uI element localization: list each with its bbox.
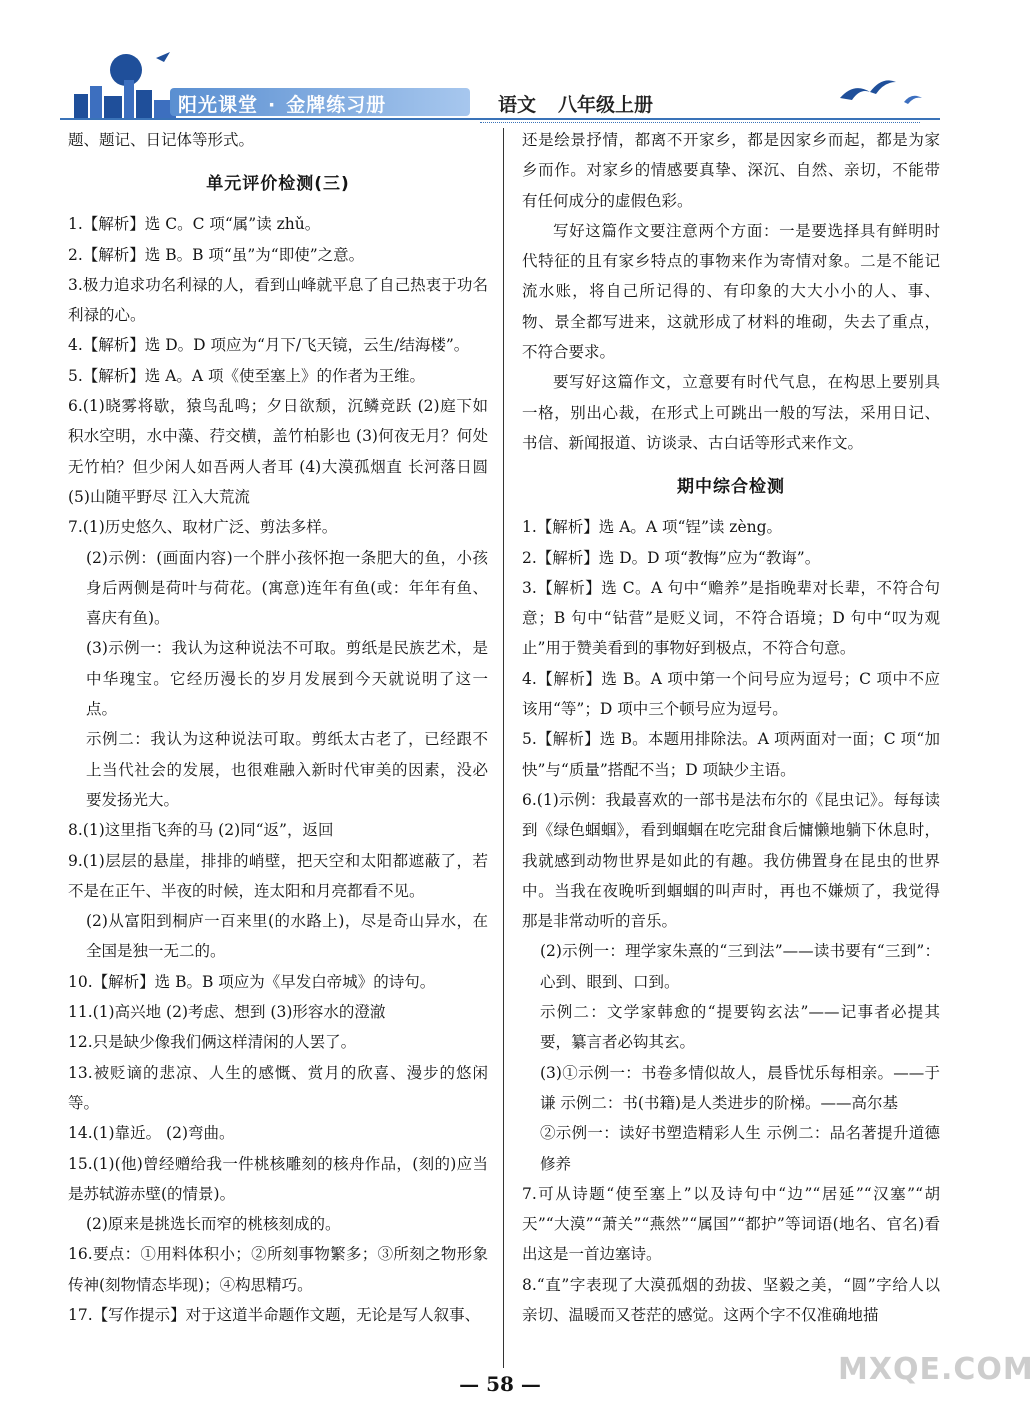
answer-line: 8.(1)这里指飞奔的马 (2)同“返”，返回: [68, 821, 334, 840]
answer-line: 16.要点：①用料体积小；②所刻事物繁多；③所刻之物形象传神(刻物情态毕现)；④构思精巧。: [68, 1245, 488, 1294]
right-column: [522, 125, 940, 1330]
answer-line: 还是绘景抒情，都离不开家乡，都是因家乡而起，都是为家乡而作。对家乡的情感要真挚、深沉、自然、亲切，不能带有任何成分的虚假色彩。: [522, 131, 940, 210]
left-column: [68, 125, 488, 1330]
header-dotted-rule: [480, 122, 920, 123]
answer-line: 11.(1)高兴地 (2)考虑、想到 (3)形容水的澄澈: [68, 1003, 386, 1022]
answer-line: 8.“直”字表现了大漠孤烟的劲拔、坚毅之美，“圆”字给人以亲切、温暖而又苍茫的感觉。这两个字不仅准确地描: [522, 1275, 940, 1324]
answer-line: 9.(1)层层的悬崖，排排的峭壁，把天空和太阳都遮蔽了，若不是在正午、半夜的时候，连太阳和月亮都看不见。: [68, 851, 488, 900]
watermark-logo: MXQE.COM: [838, 1352, 1034, 1387]
answer-line: 17.【写作提示】对于这道半命题作文题，无论是写人叙事、: [68, 1305, 481, 1324]
answer-line: 写好这篇作文要注意两个方面：一是要选择具有鲜明时代特征的且有家乡特点的事物来作为寄情对象。二是不能记流水账，将自己所记得的、有印象的大大小小的人、事、物、景全都写进来，这就形成了材料的堆砌，失去了重点，不符合要求。: [522, 221, 940, 362]
answer-line: 15.(1)(他)曾经赠给我一件桃核雕刻的核舟作品，(刻的)应当是苏轼游赤壁(的情景)。: [68, 1154, 488, 1203]
answer-line: 14.(1)靠近。 (2)弯曲。: [68, 1124, 235, 1143]
answer-line: 7.(1)历史悠久、取材广泛、剪法多样。: [68, 518, 338, 537]
answer-line: 4.【解析】选 B。A 项中第一个问号应为逗号；C 项中不应该用“等”；D 项中三个顿号应为逗号。: [522, 669, 940, 719]
subject-label: 语文: [498, 94, 537, 116]
answer-line: 1.【解析】选 A。A 项“锃”读 zèng。: [522, 518, 783, 537]
column-divider: [503, 128, 504, 1368]
answer-line: (3)示例一：我认为这种说法不可取。剪纸是民族艺术，是中华瑰宝。它经历漫长的岁月发展到今天就说明了这一点。: [86, 639, 488, 719]
answer-line: (2)原来是挑选长而窄的桃核刻成的。: [86, 1215, 341, 1234]
answer-line: 2.【解析】选 B。B 项“虽”为“即使”之意。: [68, 245, 365, 264]
answer-line: 7.可从诗题“使至塞上”以及诗句中“边”“居延”“汉塞”“胡天”“大漠”“萧关”“燕然”“属国”“都护”等词语(地名、官名)看出这是一首边塞诗。: [522, 1184, 940, 1264]
answer-line: 1.【解析】选 C。C 项“属”读 zhǔ。: [68, 215, 321, 234]
answer-line: 13.被贬谪的悲凉、人生的感慨、赏月的欣喜、漫步的悠闲等。: [68, 1063, 488, 1112]
answer-line: 示例二：我认为这种说法可取。剪纸太古老了，已经跟不上当代社会的发展，也很难融入新时代审美的因素，没必要发扬光大。: [86, 730, 488, 809]
section-heading: 期中综合检测: [677, 477, 785, 498]
grade-label: 八年级上册: [558, 94, 654, 116]
section-heading: 单元评价检测(三): [206, 174, 350, 195]
series-title: 阳光课堂 · 金牌练习册: [178, 94, 387, 116]
answer-line: (2)示例：(画面内容)一个胖小孩怀抱一条肥大的鱼，小孩身后两侧是荷叶与荷花。(寓意)连年有鱼(或：年年有鱼、喜庆有鱼)。: [86, 548, 488, 628]
answer-line: (2)示例一：理学家朱熹的“三到法”——读书要有“三到”：心到、眼到、口到。: [540, 942, 940, 991]
answer-line: 题、题记、日记体等形式。: [68, 131, 255, 149]
page-header: [60, 40, 940, 120]
answer-line: 6.(1)晓雾将歇，猿鸟乱鸣；夕日欲颓，沉鳞竞跃 (2)庭下如积水空明，水中藻、荇交横，盖竹柏影也 (3)何夜无月？何处无竹柏？但少闲人如吾两人者耳 (4)大漠孤烟直 长河落日圆 (5)山随平野尽 江入大荒流: [68, 397, 488, 506]
answer-line: 要写好这篇作文，立意要有时代气息，在构思上要别具一格，别出心裁，在形式上可跳出一般的写法，采用日记、书信、新闻报道、访谈录、古白话等形式来作文。: [522, 373, 940, 452]
answer-line: 4.【解析】选 D。D 项应为“月下/飞天镜，云生/结海楼”。: [68, 336, 470, 355]
header-rule: [60, 118, 940, 120]
answer-line: 示例二：文学家韩愈的“提要钩玄法”——记事者必提其要，纂言者必钩其玄。: [540, 1003, 940, 1052]
city-skyline-icon: [70, 50, 180, 122]
answer-line: 5.【解析】选 B。本题用排除法。A 项两面对一面；C 项“加快”与“质量”搭配不当；D 项缺少主语。: [522, 730, 940, 779]
book-title: [498, 90, 653, 117]
answer-line: 10.【解析】选 B。B 项应为《早发白帝城》的诗句。: [68, 972, 436, 991]
answer-line: 3.【解析】选 C。A 句中“赡养”是指晚辈对长辈，不符合句意；B 句中“钻营”是贬义词，不符合语境；D 句中“叹为观止”用于赞美看到的事物好到极点，不符合句意。: [522, 578, 940, 658]
answer-line: ②示例一：读好书塑造精彩人生 示例二：品名著提升道德修养: [540, 1124, 940, 1173]
birds-icon: [830, 58, 940, 118]
answer-line: 6.(1)示例：我最喜欢的一部书是法布尔的《昆虫记》。每每读到《绿色蝈蝈》，看到蝈蝈在吃完甜食后慵懒地躺下休息时，我就感到动物世界是如此的有趣。我仿佛置身在昆虫的世界中。当我在夜晚听到蝈蝈的叫声时，再也不嫌烦了，我觉得那是非常动听的音乐。: [522, 790, 940, 931]
answer-line: 5.【解析】选 A。A 项《使至塞上》的作者为王维。: [68, 366, 426, 385]
page-number: — 58 —: [459, 1372, 541, 1396]
answer-line: 2.【解析】选 D。D 项“教悔”应为“教诲”。: [522, 548, 821, 567]
answer-line: 3.极力追求功名利禄的人，看到山峰就平息了自己热衷于功名利禄的心。: [68, 275, 488, 325]
answer-line: (2)从富阳到桐庐一百来里(的水路上)，尽是奇山异水，在全国是独一无二的。: [86, 912, 488, 961]
answer-line: (3)①示例一：书卷多情似故人，晨昏忧乐每相亲。——于谦 示例二：书(书籍)是人类进步的阶梯。——高尔基: [540, 1063, 940, 1112]
answer-line: 12.只是缺少像我们俩这样清闲的人罢了。: [68, 1033, 357, 1052]
